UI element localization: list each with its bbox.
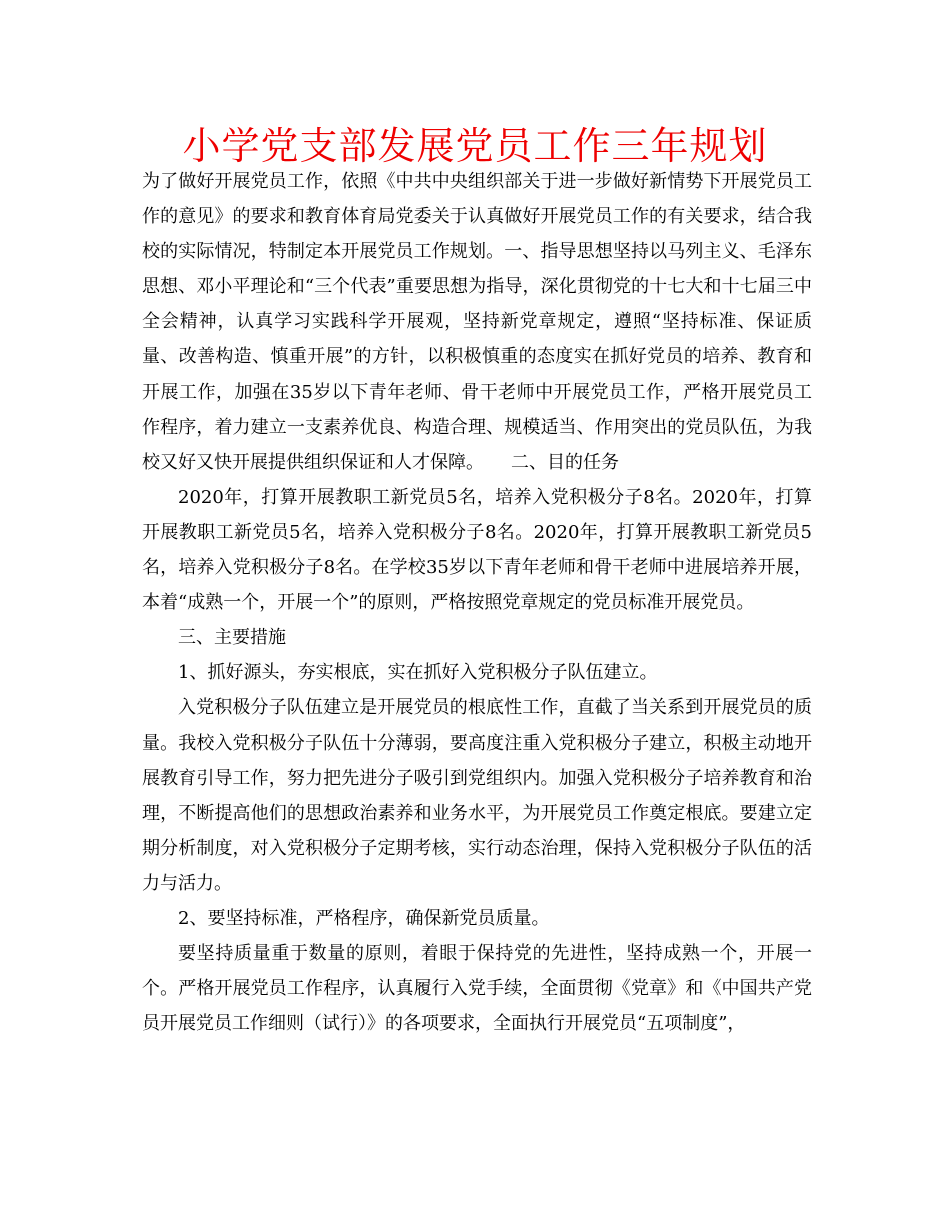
subheading-measure-1: 1、抓好源头，夯实根底，实在抓好入党积极分子队伍建立。 (178, 662, 658, 684)
paragraph-measure-2: 要坚持质量重于数量的原则，着眼于保持党的先进性，坚持成熟一个，开展一个。严格开展党员工作程序，认真履行入党手续，全面贯彻《党章》和《中国共产党员开展党员工作细则（试行）》的各项要求，全面执行开展党员“五项制度”， (142, 943, 812, 1035)
paragraph-targets: 2020年，打算开展教职工新党员5名，培养入党积极分子8名。2020年，打算开展教职工新党员5名，培养入党积极分子8名。2020年，打算开展教职工新党员5名，培养入党积极分子8名。在学校35岁以下青年老师和骨干老师中进展培养开展，本着“成熟一个，开展一个”的原则，严格按照党章规定的党员标准开展党员。 (142, 486, 812, 614)
paragraph-intro-guiding-thought: 为了做好开展党员工作，依照《中共中央组织部关于进一步做好新情势下开展党员工作的意见》的要求和教育体育局党委关于认真做好开展党员工作的有关要求，结合我校的实际情况，特制定本开展党员工作规划。一、指导思想坚持以马列主义、毛泽东思想、邓小平理论和“三个代表”重要思想为指导，深化贯彻党的十七大和十七届三中全会精神，认真学习实践科学开展观，坚持新党章规定，遵照“坚持标准、保证质量、改善构造、慎重开展”的方针，以积极慎重的态度实在抓好党员的培养、教育和开展工作，加强在35岁以下青年老师、骨干老师中开展党员工作，严格开展党员工作程序，着力建立一支素养优良、构造合理、规模适当、作用突出的党员队伍，为我校又好又快开展提供组织保证和人才保障。 二、目的任务 (142, 171, 812, 473)
subheading-measure-2: 2、要坚持标准，严格程序，确保新党员质量。 (178, 907, 550, 929)
section-heading-main-measures: 三、主要措施 (178, 627, 286, 649)
document-body (142, 164, 812, 1041)
document-title: 小学党支部发展党员工作三年规划 (182, 124, 768, 168)
paragraph-measure-1: 入党积极分子队伍建立是开展党员的根底性工作，直截了当关系到开展党员的质量。我校入党积极分子队伍十分薄弱，要高度注重入党积极分子建立，积极主动地开展教育引导工作，努力把先进分子吸引到党组织内。加强入党积极分子培养教育和治理，不断提高他们的思想政治素养和业务水平，为开展党员工作奠定根底。要建立定期分析制度，对入党积极分子定期考核，实行动态治理，保持入党积极分子队伍的活力与活力。 (142, 697, 812, 894)
